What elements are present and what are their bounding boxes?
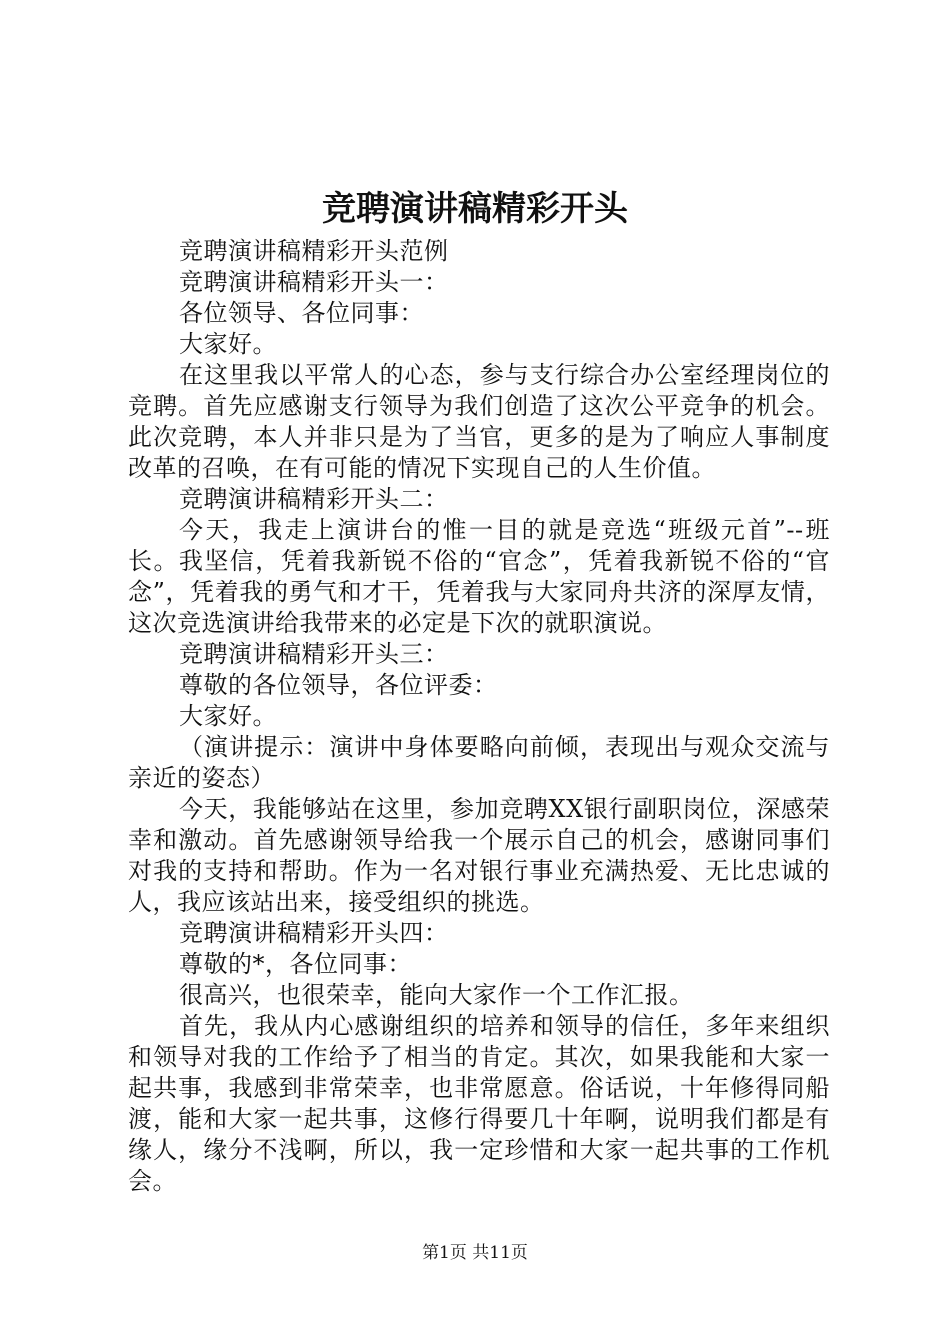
paragraph: 各位领导、各位同事： [179, 299, 424, 327]
paragraph: 大家好。 [179, 702, 277, 730]
paragraph: 尊敬的各位领导，各位评委： [179, 671, 498, 699]
paragraph: 大家好。 [179, 330, 277, 358]
document-title: 竞聘演讲稿精彩开头 [322, 189, 628, 229]
paragraph: 竞聘演讲稿精彩开头二： [179, 485, 449, 513]
paragraph: 很高兴，也很荣幸，能向大家作一个工作汇报。 [179, 981, 694, 1009]
paragraph: 竞聘演讲稿精彩开头三： [179, 640, 449, 668]
paragraph: 在这里我以平常人的心态，参与支行综合办公室经理岗位的竞聘。首先应感谢支行领导为我们创造了这次公平竞争的机会。此次竞聘，本人并非只是为了当官，更多的是为了响应人事制度改革的召唤，在有可能的情况下实现自己的人生价值。 [128, 361, 830, 482]
paragraph: 首先，我从内心感谢组织的培养和领导的信任，多年来组织和领导对我的工作给予了相当的肯定。其次，如果我能和大家一起共事，我感到非常荣幸，也非常愿意。俗话说，十年修得同船渡，能和大家一起共事，这修行得要几十年啊，说明我们都是有缘人，缘分不浅啊，所以，我一定珍惜和大家一起共事的工作机会。 [128, 1012, 830, 1195]
paragraph: 今天，我能够站在这里，参加竞聘XX银行副职岗位，深感荣幸和激动。首先感谢领导给我一个展示自己的机会，感谢同事们对我的支持和帮助。作为一名对银行事业充满热爱、无比忠诚的人，我应该站出来，接受组织的挑选。 [128, 795, 830, 916]
paragraph: 竞聘演讲稿精彩开头范例 [179, 237, 449, 265]
paragraph: （演讲提示：演讲中身体要略向前倾，表现出与观众交流与亲近的姿态） [128, 733, 830, 792]
paragraph: 今天，我走上演讲台的惟一目的就是竞选“班级元首”--班长。我坚信，凭着我新锐不俗的“官念”，凭着我新锐不俗的“官念”，凭着我的勇气和才干，凭着我与大家同舟共济的深厚友情，这次竞选演讲给我带来的必定是下次的就职演说。 [128, 516, 830, 637]
document-body [128, 236, 830, 1197]
page-number: 第1页 共11页 [422, 1243, 528, 1263]
paragraph: 竞聘演讲稿精彩开头四： [179, 919, 449, 947]
paragraph: 尊敬的*，各位同事： [179, 950, 412, 978]
page-footer [0, 1241, 950, 1265]
paragraph: 竞聘演讲稿精彩开头一： [179, 268, 449, 296]
